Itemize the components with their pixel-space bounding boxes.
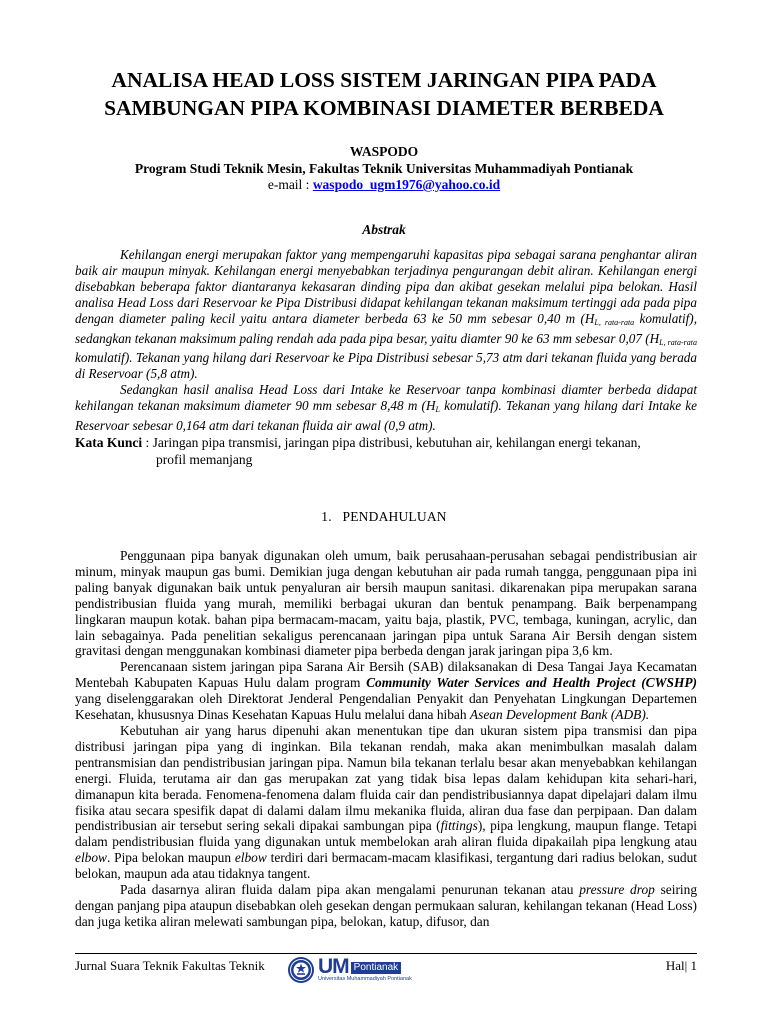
body-text-run: Perencanaan sistem jaringan pipa Sarana Air Bersih (SAB) dilaksanakan di Desa Tangai Jaya Kecamatan Mentebah Kabupaten Kapuas Hulu dalam program xyxy=(75,659,697,691)
abstract-text: komulatif). Tekanan yang hilang dari Reservoar ke Pipa Distribusi sebesar 5,73 atm dari tekanan fluida yang berada di Reservoar (5,8 atm). xyxy=(75,350,697,382)
logo-top-row xyxy=(318,957,412,976)
university-logo xyxy=(287,955,417,985)
section-number: 1. xyxy=(321,509,332,524)
abstract-text: Kehilangan energi merupakan faktor yang mempengaruhi kapasitas pipa sebagai sarana penghantar aliran baik air maupun minyak. Kehilangan energi menyebabkan terjadinya pengurangan debit aliran. Kehilangan energi disebabkan beberapa faktor diantaranya kekasaran dinding pipa dan akibat gesekan melalui pipa belokan. Hasil analisa Head Loss dari Reservoar ke Pipa Distribusi didapat kehilangan tekanan maksimum tertinggi ada pada pipa dengan diameter paling kecil yaitu antara diameter berbeda 63 ke 50 mm sebesar 0,40 m (H xyxy=(75,247,697,326)
body-text xyxy=(75,548,697,930)
body-paragraph-2 xyxy=(75,659,697,723)
body-text-run: Pada dasarnya aliran fluida dalam pipa akan mengalami penurunan tekanan atau xyxy=(120,882,580,898)
abstract-paragraph-2 xyxy=(75,382,697,434)
footer-journal-name: Jurnal Suara Teknik Fakultas Teknik xyxy=(75,958,265,973)
body-paragraph-1: Penggunaan pipa banyak digunakan oleh umum, baik perusahaan-perusahan sebagai pendistribusian air minum, minyak maupun gas bumi. Demikian juga dengan kebutuhan air pada rumah tangga, penggunaan pipa ini paling banyak digunakan baik untuk penyaluran air bersih maupun sanitasi. dikarenakan pipa merupakan sarana pendistribusian fluida yang murah, memiliki berbagai ukuran dan bentuk penampang. Baik berpenampang lingkaran maupun kotak. bahan pipa bermacam-macam, yaitu baja, plastik, PVC, tembaga, kuningan, acrylic, dan lain sebagainya. Pada penelitian sekaligus perencanaan jaringan pipa untuk Sarana Air Bersih dengan sistem gravitasi dengan menggunakan kombinasi diameter pipa berbeda dengan jarak jaringan pipa 3,6 km. xyxy=(75,548,697,659)
abstract-text: komulatif). Tekanan yang hilang dari Intake ke Reservoar sebesar 0,164 atm dari tekanan fluida air awal (0,9 atm). xyxy=(75,398,697,434)
abstract-paragraph-1 xyxy=(75,247,697,382)
italic-term: fittings xyxy=(440,818,478,834)
author-email xyxy=(40,176,728,194)
body-paragraph-4 xyxy=(75,882,697,930)
section-title: PENDAHULUAN xyxy=(342,509,447,524)
body-text-run: Kebutuhan air yang harus dipenuhi akan menentukan tipe dan ukuran sistem pipa transmisi dan pipa distribusi jaringan pipa yang di inginkan. Bila tekanan rendah, maka akan menimbulkan masalah dalam pentransmisian dan pendistribusian jaringan pipa. Namun bila tekanan terlalu besar akan menyebabkan kehilangan energi. Fluida, terutama air dan gas merupakan zat yang tidak bisa lepas dalam kehidupan kita sehari-hari, dimanapun kita berada. Fenomena-fenomena dalam fluida cair dan pendistribusiannya dapat dipelajari dalam ilmu fisika atau secara spesifik dapat di dalami dalam ilmu mekanika fluida, aliran dua fase dan perpipaan. Dan dalam pendistribusian air tersebut sering sekali dipakai sambungan pipa ( xyxy=(75,722,697,834)
university-seal-icon xyxy=(287,956,315,984)
author-affiliation: Program Studi Teknik Mesin, Fakultas Teknik Universitas Muhammadiyah Pontianak xyxy=(134,161,634,176)
footer-divider xyxy=(75,953,697,954)
program-name: Community Water Services and Health Project (CWSHP) xyxy=(366,675,698,691)
author-name: WASPODO xyxy=(349,144,419,159)
body-text-run: seiring dengan panjang pipa ataupun disebabkan oleh gesekan dengan permukaan saluran, kehilangan tekanan (Head Loss) dan juga ketika aliran melewati sambungan pipa, belokan, katup, difusor, dan xyxy=(75,882,698,929)
italic-term: elbow xyxy=(234,850,267,866)
body-text-run: . Pipa belokan maupun xyxy=(107,850,235,866)
abstract-text: Sedangkan hasil analisa Head Loss dari Intake ke Reservoar tanpa kombinasi diamter berbeda didapat kehilangan tekanan maksimum diameter 90 mm sebesar 8,48 m (H xyxy=(75,382,697,414)
keywords-continuation: profil memanjang xyxy=(156,452,253,467)
funder-name: Asean Development Bank (ADB). xyxy=(469,707,650,723)
logo-um: UM xyxy=(318,955,349,978)
keywords xyxy=(75,434,697,468)
paper-title xyxy=(40,66,728,122)
body-paragraph-3 xyxy=(75,723,697,882)
page-number: Hal| 1 xyxy=(665,958,697,973)
abstract-body xyxy=(75,247,697,434)
abstract-heading: Abstrak xyxy=(362,222,406,237)
body-text-run: terdiri dari bermacam-macam klasifikasi, tergantung dari radius belokan, sudut belokan, maupun ada atau tidaknya tangent. xyxy=(75,850,697,882)
keywords-text: Jaringan pipa transmisi, jaringan pipa distribusi, kebutuhan air, kehilangan energi tekanan, xyxy=(152,435,641,450)
italic-term: elbow xyxy=(75,850,107,866)
title-line-2: SAMBUNGAN PIPA KOMBINASI DIAMETER BERBEDA xyxy=(104,96,664,120)
logo-wordmark xyxy=(318,957,412,983)
body-text-run: yang diselenggarakan oleh Direktorat Jenderal Pengendalian Penyakit dan Penyehatan Lingkungan Departemen Kesehatan, khususnya Dinas Kesehatan Kapuas Hulu melalui dana hibah xyxy=(75,691,697,723)
keywords-label: Kata Kunci xyxy=(75,435,143,450)
abstract-text: komulatif), sedangkan tekanan maksimum paling rendah ada pada pipa besar, yaitu diamter 90 ke 63 mm sebesar 0,07 (H xyxy=(75,310,697,346)
body-text-run: ), pipa lengkung, maupun flange. Tetapi dalam pendistribusian fluida yang digunakan untuk membelokan arah aliran fluida dipakailah pipa lengkung atau xyxy=(75,818,697,850)
section-heading xyxy=(40,508,728,526)
email-label: e-mail : xyxy=(267,177,313,192)
subscript: L, rata-rata xyxy=(659,337,697,347)
keywords-separator: : xyxy=(142,435,153,450)
italic-term: pressure drop xyxy=(579,882,655,898)
email-link[interactable]: waspodo_ugm1976@yahoo.co.id xyxy=(312,177,501,192)
logo-city: Pontianak xyxy=(351,962,401,974)
subscript: L xyxy=(435,405,440,415)
subscript: L, rata-rata xyxy=(594,317,635,327)
logo-university-name: Universitas Muhammadiyah Pontianak xyxy=(318,976,412,982)
title-line-1: ANALISA HEAD LOSS SISTEM JARINGAN PIPA PADA xyxy=(111,68,657,92)
